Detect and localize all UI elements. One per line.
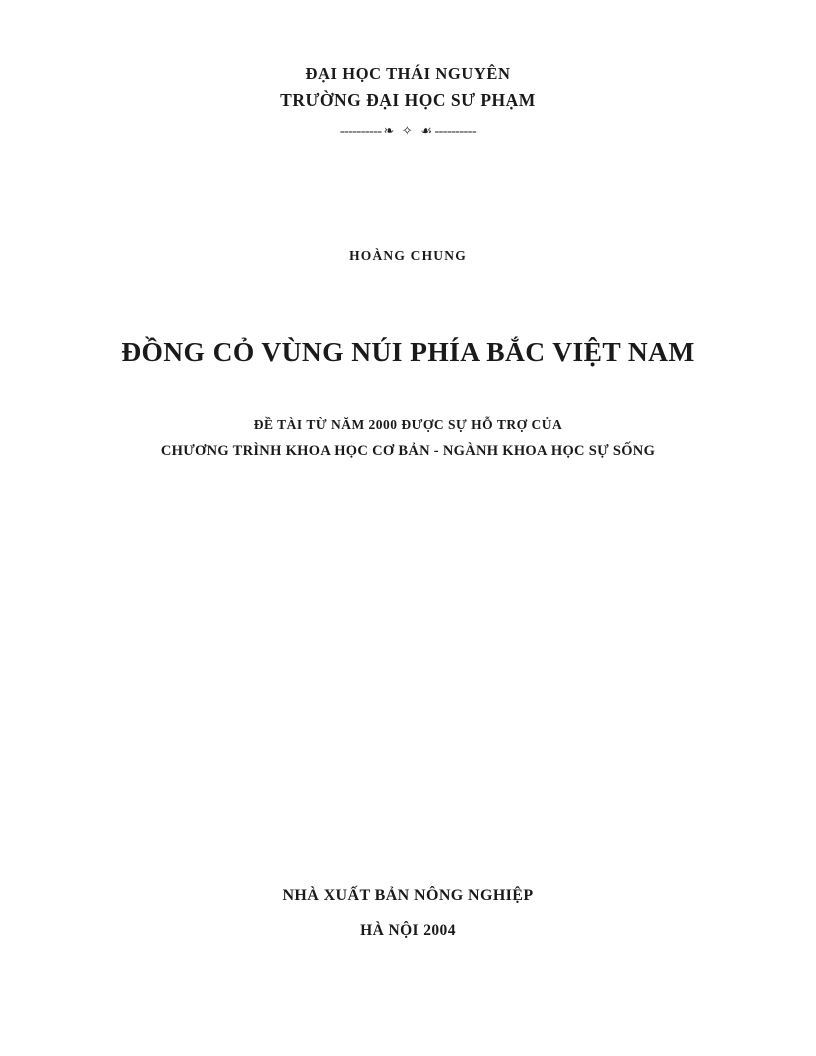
publisher-name: NHÀ XUẤT BẢN NÔNG NGHIỆP [282, 887, 534, 904]
ornament-right-swirl-icon: ☙ [420, 123, 433, 138]
institution-block [280, 62, 536, 113]
school-name: TRƯỜNG ĐẠI HỌC SƯ PHẠM [280, 89, 536, 110]
ornament-divider [340, 123, 476, 140]
subtitle-line-1: ĐỀ TÀI TỪ NĂM 2000 ĐƯỢC SỰ HỖ TRỢ CỦA [253, 417, 563, 432]
publisher-block [0, 884, 816, 943]
ornament-left-swirl-icon: ❧ [383, 123, 395, 138]
subtitle-line-2: CHƯƠNG TRÌNH KHOA HỌC CƠ BẢN - NGÀNH KHOA HỌC SỰ SỐNG [160, 442, 656, 459]
ornament-diamond-icon: ✧ [401, 123, 414, 138]
ornament-left-dashes: ---------- [339, 124, 382, 139]
book-title: ĐỒNG CỎ VÙNG NÚI PHÍA BẮC VIỆT NAM [121, 336, 695, 367]
university-name: ĐẠI HỌC THÁI NGUYÊN [305, 64, 511, 83]
subtitle-block [161, 412, 655, 465]
author-name: HOÀNG CHUNG [349, 248, 467, 263]
ornament-right-dashes: ---------- [434, 124, 477, 139]
publisher-place-year: HÀ NỘI 2004 [360, 922, 456, 940]
